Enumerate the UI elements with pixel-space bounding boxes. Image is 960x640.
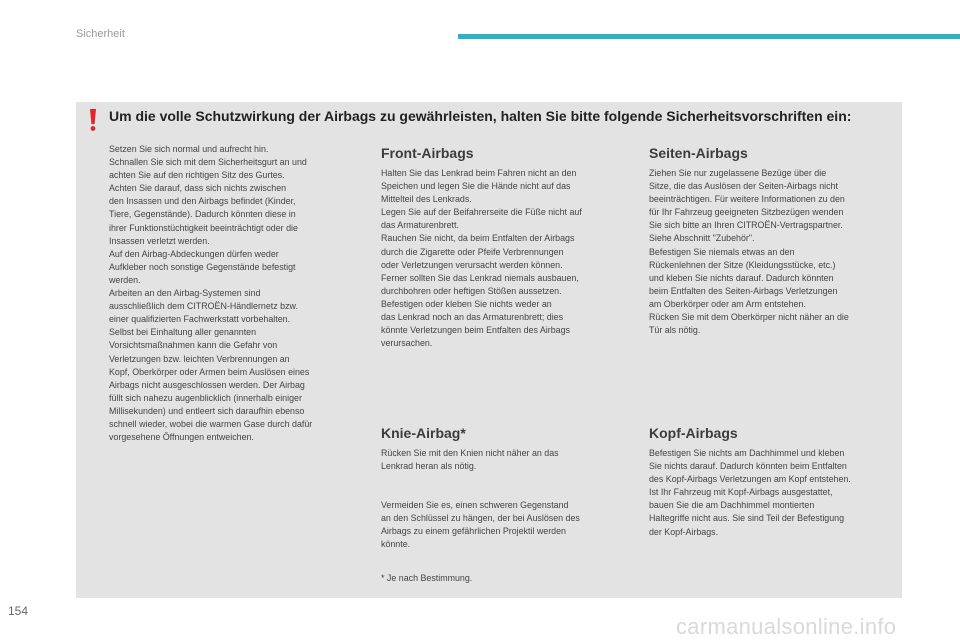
front-airbags-text: Halten Sie das Lenkrad beim Fahren nicht an den Speichen und legen Sie die Hände nicht auf das Mittelteil des Lenkrads. Legen Sie auf der Beifahrerseite die Füße nicht auf das Armaturenbrett. Rauchen Sie nicht, da beim Entfalten der Airbags durch die Zigarette oder Pfeife Verbrennungen oder Verletzungen verursacht werden können. Ferner sollten Sie das Lenkrad niemals ausbauen, durchbohren oder heftigen Stößen aussetzen. Befestigen oder kleben Sie nichts weder an das Lenkrad noch an das Armaturenbrett; dies könnte Verletzungen beim Entfalten des Airbags verursachen. xyxy=(381,168,582,349)
curtain-airbags-text: Befestigen Sie nichts am Dachhimmel und kleben Sie nichts darauf. Dadurch könnten beim Entfalten des Kopf-Airbags Verletzungen am Kopf entstehen. Ist Ihr Fahrzeug mit Kopf-Airbags ausgestattet, bauen Sie die am Dachhimmel montierten Haltegriffe nicht aus. Sie sind Teil der Befestigung der Kopf-Airbags. xyxy=(649,448,851,537)
exclamation-icon xyxy=(87,108,99,132)
section-label: Sicherheit xyxy=(76,28,125,40)
watermark: carmanualsonline.info xyxy=(676,614,897,639)
header-accent-bar xyxy=(458,34,960,39)
side-airbags-text: Ziehen Sie nur zugelassene Bezüge über die Sitze, die das Auslösen der Seiten-Airbags nicht beeinträchtigen. Für weitere Informationen zu den für Ihr Fahrzeug geeigneten Sitzbezügen wenden Sie sich bitte an Ihren CITROËN-Vertragspartner. Siehe Abschnitt "Zubehör". Befestigen Sie niemals etwas an den Rückenlehnen der Sitze (Kleidungsstücke, etc.) und kleben Sie nichts darauf. Dadurch könnten beim Entfalten des Seiten-Airbags Verletzungen am Oberkörper oder am Arm entstehen. Rücken Sie mit dem Oberkörper nicht näher an die Tür als nötig. xyxy=(649,168,849,336)
knee-airbag-heading: Knie-Airbag* xyxy=(381,425,466,441)
page-number: 154 xyxy=(8,604,29,618)
knee-airbag-text: Rücken Sie mit den Knien nicht näher an das Lenkrad heran als nötig. xyxy=(381,448,559,472)
general-instructions: Setzen Sie sich normal und aufrecht hin. Schnallen Sie sich mit dem Sicherheitsgurt an und achten Sie auf den richtigen Sitz des Gurtes. Achten Sie darauf, dass sich nichts zwischen den Insassen und den Airbags befindet (Kinder, Tiere, Gegenstände). Dadurch könnten diese in ihrer Funktionstüchtigkeit beeinträchtigt oder die Insassen verletzt werden. Auf den Airbag-Abdeckungen dürfen weder Aufkleber noch sonstige Gegenstände befestigt werden. Arbeiten an den Airbag-Systemen sind ausschließlich dem CITROËN-Händlernetz bzw. einer qualifizierten Fachwerkstatt vorbehalten. Selbst bei Einhaltung aller genannten Vorsichtsmaßnahmen kann die Gefahr von Verletzungen bzw. leichten Verbrennungen an Kopf, Oberkörper oder Armen beim Auslösen eines Airbags nicht ausgeschlossen werden. Der Airbag füllt sich nahezu augenblicklich (innerhalb einiger Millisekunden) und entleert sich daraufhin ebenso schnell wieder, wobei die warmen Gase durch dafür vorgesehene Öffnungen entweichen. xyxy=(109,144,313,443)
curtain-airbags-heading: Kopf-Airbags xyxy=(649,425,738,441)
knee-airbag-warning-text: Vermeiden Sie es, einen schweren Gegenstand an den Schlüssel zu hängen, der bei Auslösen des Airbags zu einem gefährlichen Projektil werden könnte. xyxy=(381,500,580,550)
side-airbags-heading: Seiten-Airbags xyxy=(649,145,748,161)
panel-headline: Um die volle Schutzwirkung der Airbags zu gewährleisten, halten Sie bitte folgende Sicherheitsvorschriften ein: xyxy=(109,108,852,124)
front-airbags-heading: Front-Airbags xyxy=(381,145,474,161)
footnote: * Je nach Bestimmung. xyxy=(381,573,473,583)
